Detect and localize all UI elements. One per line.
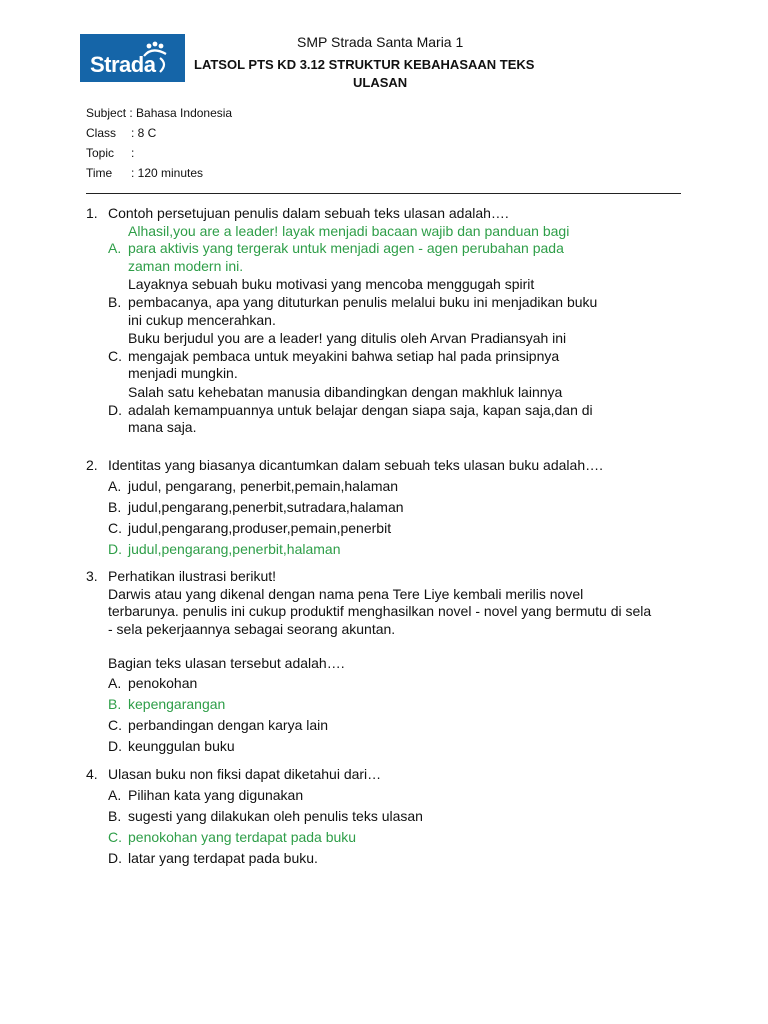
option-text: perbandingan dengan karya lain — [128, 716, 329, 733]
option-text: judul,pengarang,produser,pemain,penerbit — [128, 520, 392, 536]
question-stem — [86, 764, 683, 785]
option-line: menjadi mungkin. — [128, 365, 238, 382]
option-text — [128, 276, 608, 329]
option-b[interactable] — [108, 806, 683, 827]
option-b[interactable] — [108, 276, 683, 329]
option-letter: D. — [108, 541, 122, 557]
option-line: para aktivis yang tergerak untuk menjadi agen - agen perubahan pada — [128, 240, 564, 257]
option-text: penokohan — [128, 674, 198, 691]
question-number: 1. — [86, 205, 98, 221]
option-c[interactable] — [108, 518, 683, 539]
option-c[interactable] — [108, 827, 683, 848]
option-text — [128, 223, 608, 276]
option-a[interactable] — [108, 476, 683, 497]
option-a[interactable] — [108, 223, 683, 276]
option-text: Pilihan kata yang digunakan — [128, 787, 304, 803]
option-line: mengajak pembaca untuk meyakini bahwa setiap hal pada prinsipnya — [128, 347, 560, 364]
question-1 — [86, 205, 683, 437]
divider — [86, 193, 681, 194]
meta-time — [86, 163, 232, 183]
topic-value: : — [131, 146, 135, 160]
question-2 — [86, 455, 683, 560]
question-stem — [86, 205, 683, 223]
school-name: SMP Strada Santa Maria 1 — [297, 34, 464, 50]
question-text: Identitas yang biasanya dicantumkan dalam sebuah teks ulasan buku adalah…. — [108, 457, 603, 473]
option-line: Layaknya sebuah buku motivasi yang mencoba menggugah spirit — [128, 276, 535, 293]
question-stem — [86, 455, 683, 476]
option-a[interactable] — [108, 785, 683, 806]
option-text — [128, 384, 608, 437]
time-label: Time — [86, 166, 113, 180]
passage-line: - sela pekerjaannya sebagai seorang akuntan. — [108, 620, 396, 637]
option-line: Alhasil,you are a leader! layak menjadi bacaan wajib dan panduan bagi — [128, 222, 570, 239]
question-3 — [86, 568, 683, 757]
option-letter: A. — [108, 674, 122, 691]
question-text: Ulasan buku non fiksi dapat diketahui dari… — [108, 766, 382, 782]
option-letter: A. — [108, 240, 122, 257]
option-line: adalah kemampuannya untuk belajar dengan siapa saja, kapan saja,dan di — [128, 401, 593, 418]
option-d[interactable] — [108, 539, 683, 560]
option-d[interactable] — [108, 736, 683, 757]
topic-label: Topic — [86, 146, 115, 160]
option-letter: C. — [108, 347, 122, 364]
logo-wordmark: Strada — [90, 52, 156, 77]
option-c[interactable] — [108, 330, 683, 383]
option-letter: D. — [108, 401, 122, 418]
option-line: zaman modern ini. — [128, 257, 244, 274]
passage-line: terbarunya. penulis ini cukup produktif menghasilkan novel - novel yang bermutu di sela — [108, 603, 652, 620]
meta-class — [86, 123, 232, 143]
option-b[interactable] — [108, 497, 683, 518]
question-number: 3. — [86, 568, 98, 584]
passage-line: Darwis atau yang dikenal dengan nama pena Tere Liye kembali merilis novel — [108, 585, 584, 602]
option-text: sugesti yang dilakukan oleh penulis teks ulasan — [128, 808, 423, 824]
question-prompt: Bagian teks ulasan tersebut adalah…. — [108, 655, 345, 672]
option-text: penokohan yang terdapat pada buku — [128, 829, 357, 845]
option-letter: D. — [108, 737, 122, 754]
option-text: kepengarangan — [128, 695, 226, 712]
option-text: judul,pengarang,penerbit,sutradara,halaman — [128, 499, 404, 515]
option-line: Buku berjudul you are a leader! yang ditulis oleh Arvan Pradiansyah ini — [128, 330, 567, 347]
question-stem — [86, 568, 683, 586]
option-text: latar yang terdapat pada buku. — [128, 850, 318, 866]
page-title — [190, 56, 640, 92]
question-number: 2. — [86, 457, 98, 473]
option-d[interactable] — [108, 384, 683, 437]
question-text: Contoh persetujuan penulis dalam sebuah teks ulasan adalah…. — [108, 205, 509, 221]
option-line: pembacanya, apa yang dituturkan penulis melalui buku ini menjadikan buku — [128, 293, 598, 310]
option-letter: C. — [108, 520, 122, 536]
strada-logo — [80, 34, 185, 82]
option-letter: B. — [108, 293, 122, 310]
question-text: Perhatikan ilustrasi berikut! — [108, 568, 277, 584]
option-b[interactable] — [108, 694, 683, 715]
option-letter: B. — [108, 499, 122, 515]
class-value: : 8 C — [131, 126, 157, 140]
option-c[interactable] — [108, 715, 683, 736]
option-line: ini cukup mencerahkan. — [128, 311, 276, 328]
option-text — [128, 330, 608, 383]
option-text: judul,pengarang,penerbit,halaman — [128, 541, 341, 557]
illustration-passage — [108, 586, 683, 639]
meta-topic — [86, 143, 232, 163]
option-letter: C. — [108, 829, 122, 845]
option-text: judul, pengarang, penerbit,pemain,halaman — [128, 478, 399, 494]
option-line: mana saja. — [128, 419, 197, 436]
option-line: Salah satu kehebatan manusia dibandingkan dengan makhluk lainnya — [128, 383, 563, 400]
meta-subject — [86, 103, 232, 123]
subject-text: Subject : Bahasa Indonesia — [86, 106, 233, 120]
title-line-2: ULASAN — [353, 75, 408, 90]
option-a[interactable] — [108, 673, 683, 694]
time-value: : 120 minutes — [131, 166, 204, 180]
option-text: keunggulan buku — [128, 737, 235, 754]
exam-meta — [86, 103, 232, 183]
option-letter: D. — [108, 850, 122, 866]
class-label: Class — [86, 126, 117, 140]
question-number: 4. — [86, 766, 98, 782]
option-letter: A. — [108, 478, 122, 494]
option-letter: B. — [108, 808, 122, 824]
option-letter: A. — [108, 787, 122, 803]
option-letter: C. — [108, 716, 122, 733]
title-line-1: LATSOL PTS KD 3.12 STRUKTUR KEBAHASAAN TEKS — [194, 57, 535, 72]
option-letter: B. — [108, 695, 122, 712]
question-4 — [86, 764, 683, 869]
option-list — [86, 673, 683, 757]
option-d[interactable] — [108, 848, 683, 869]
